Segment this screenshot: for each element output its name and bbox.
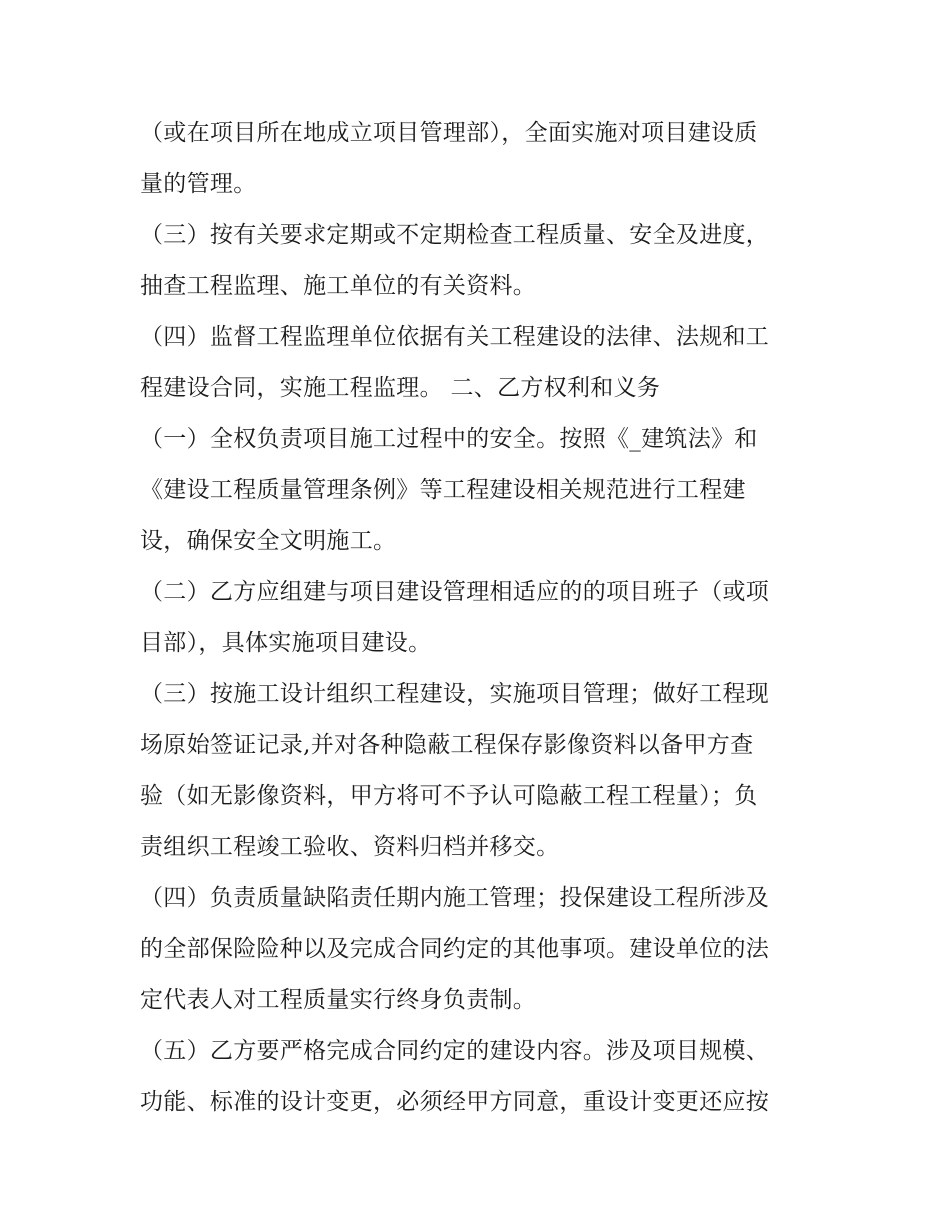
text-line-10: （二）乙方应组建与项目建设管理相适应的的项目班子（或项: [140, 579, 770, 605]
text-line-12: （三）按施工设计组织工程建设，实施项目管理；做好工程现: [140, 681, 770, 707]
text-line-4: 抽查工程监理、施工单位的有关资料。: [140, 273, 537, 299]
text-line-15: 责组织工程竣工验收、资料归档并移交。: [140, 834, 560, 860]
text-line-3: （三）按有关要求定期或不定期检查工程质量、安全及进度，: [140, 222, 770, 248]
text-line-8: 《建设工程质量管理条例》等工程建设相关规范进行工程建: [140, 477, 746, 503]
document-body: [140, 108, 820, 1128]
text-line-14: 验（如无影像资料，甲方将可不予认可隐蔽工程工程量）；负: [140, 783, 758, 809]
text-line-20: 功能、标准的设计变更，必须经甲方同意，重设计变更还应按: [140, 1089, 770, 1115]
text-line-2: 量的管理。: [140, 171, 257, 197]
text-line-1: （或在项目所在地成立项目管理部），全面实施对项目建设质: [140, 120, 758, 146]
text-line-18: 定代表人对工程质量实行终身负责制。: [140, 987, 537, 1013]
text-line-17: 的全部保险险种以及完成合同约定的其他事项。建设单位的法: [140, 936, 770, 962]
text-line-11: 目部），具体实施项目建设。: [140, 630, 432, 656]
text-line-7: （一）全权负责项目施工过程中的安全。按照《_建筑法》和: [140, 426, 758, 452]
text-line-5: （四）监督工程监理单位依据有关工程建设的法律、法规和工: [140, 324, 770, 350]
text-line-13: 场原始签证记录,并对各种隐蔽工程保存影像资料以备甲方查: [140, 732, 754, 758]
text-line-9: 设，确保安全文明施工。: [140, 528, 397, 554]
text-line-16: （四）负责质量缺陷责任期内施工管理；投保建设工程所涉及: [140, 885, 770, 911]
text-line-19: （五）乙方要严格完成合同约定的建设内容。涉及项目规模、: [140, 1038, 770, 1064]
text-line-6: 程建设合同，实施工程监理。 二、乙方权利和义务: [140, 375, 661, 401]
